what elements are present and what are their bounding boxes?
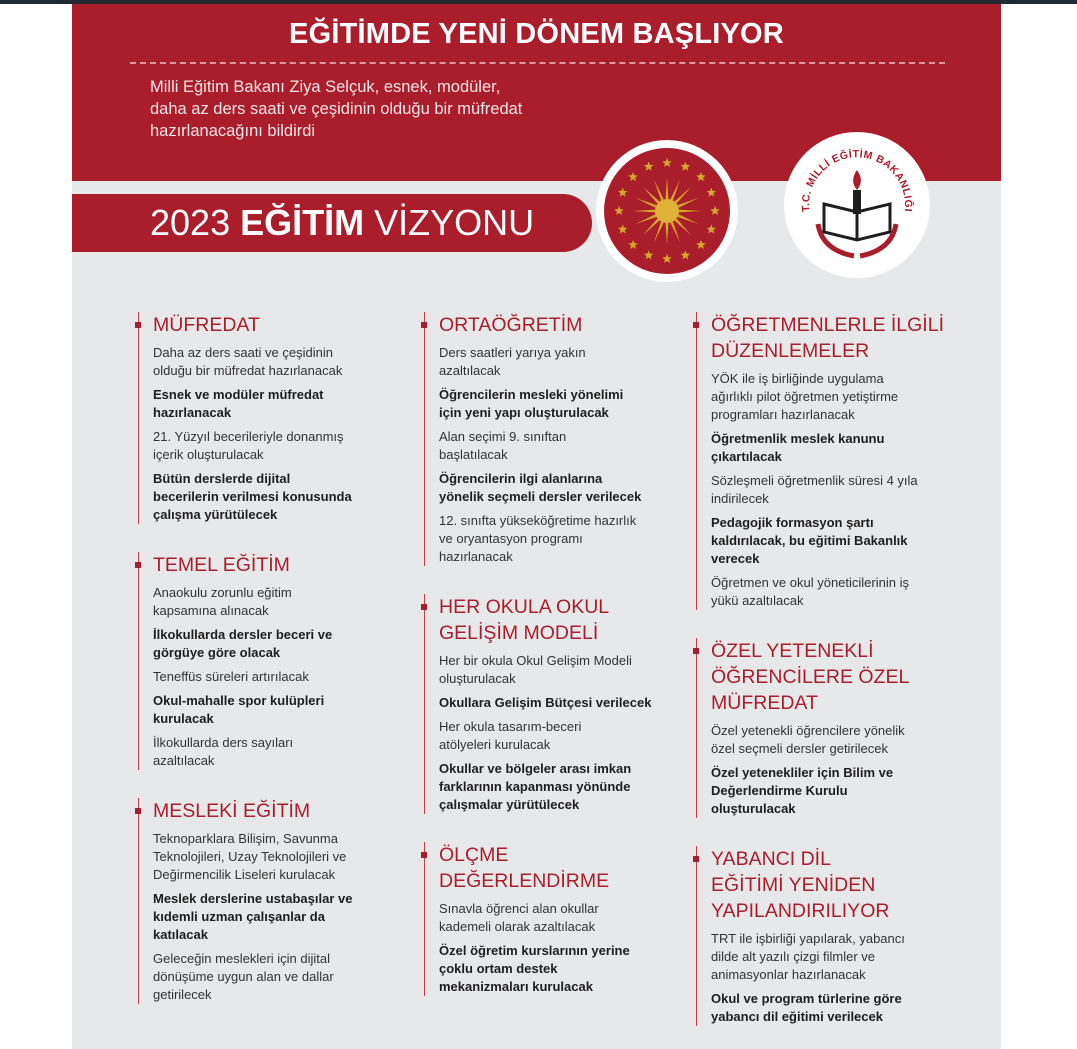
bullet-line: Meslek derslerine ustabaşılar ve xyxy=(153,891,353,906)
bullet-item xyxy=(153,692,378,728)
bullet-line: farklarının kapanması yönünde xyxy=(439,779,631,794)
bullet-item xyxy=(153,668,378,686)
bullet-line: programları hazırlanacak xyxy=(711,407,855,422)
section-title xyxy=(439,842,664,894)
section-her-okula-okul-gelisim-modeli xyxy=(424,594,664,814)
bullet-item xyxy=(439,652,664,688)
bullet-line: çalışmalar yürütülecek xyxy=(439,797,580,812)
bullet-line: İlkokullarda dersler beceri ve xyxy=(153,627,333,642)
bullet-line: Değirmencilik Liseleri kurulacak xyxy=(153,867,336,882)
bullet-item xyxy=(153,626,378,662)
bullet-line: 12. sınıfta yükseköğretime hazırlık xyxy=(439,513,637,528)
bullet-item xyxy=(439,942,664,996)
bullet-line: Ders saatleri yarıya yakın xyxy=(439,345,586,360)
bullet-item xyxy=(439,694,664,712)
bullet-item xyxy=(711,514,936,568)
bullet-line: Sözleşmeli öğretmenlik süresi 4 yıla xyxy=(711,473,918,488)
section-title xyxy=(153,312,378,338)
bullet-line: Pedagojik formasyon şartı xyxy=(711,515,874,530)
bullet-line: ağırlıklı pilot öğretmen yetiştirme xyxy=(711,389,899,404)
bullet-line: oluşturulacak xyxy=(439,671,516,686)
bullet-item xyxy=(439,428,664,464)
bullet-line: Daha az ders saati ve çeşidinin xyxy=(153,345,333,360)
bullet-item xyxy=(153,890,378,944)
bullet-item xyxy=(439,900,664,936)
column-left xyxy=(138,312,378,1032)
vision-year: 2023 xyxy=(150,202,231,243)
bullet-line: dönüşüme uygun alan ve dallar xyxy=(153,969,334,984)
bullet-item xyxy=(153,830,378,884)
bullet-item xyxy=(711,990,936,1026)
bullet-line: Anaokulu zorunlu eğitim xyxy=(153,585,292,600)
bullet-line: içerik oluşturulacak xyxy=(153,447,264,462)
bullet-line: çoklu ortam destek xyxy=(439,961,558,976)
bullet-line: Özel yetenekli öğrencilere yönelik xyxy=(711,723,905,738)
bullet-line: yabancı dil eğitimi verilecek xyxy=(711,1009,883,1024)
section-title-line: ÖĞRENCİLERE ÖZEL xyxy=(711,666,910,688)
section-title-line: EĞİTİMİ YENİDEN xyxy=(711,874,876,896)
section-title-line: YABANCI DİL xyxy=(711,848,831,870)
bullet-line: Okul-mahalle spor kulüpleri xyxy=(153,693,325,708)
bullet-line: Esnek ve modüler müfredat xyxy=(153,387,324,402)
bullet-line: Öğretmen ve okul yöneticilerinin iş xyxy=(711,575,909,590)
vision-rest: VİZYONU xyxy=(374,202,535,243)
bullet-line: olduğu bir müfredat hazırlanacak xyxy=(153,363,343,378)
bullet-line: 21. Yüzyıl becerileriyle donanmış xyxy=(153,429,344,444)
section-title xyxy=(153,798,378,824)
section-title-line: ÖLÇME xyxy=(439,844,509,866)
section-title-line: ORTAÖĞRETİM xyxy=(439,314,583,336)
bullet-item xyxy=(153,584,378,620)
section-title xyxy=(711,846,936,924)
bullet-item xyxy=(153,734,378,770)
bullet-line: dilde alt yazılı çizgi filmler ve xyxy=(711,949,875,964)
bullet-item xyxy=(711,722,936,758)
infographic-card xyxy=(72,4,1001,1049)
bullet-line: Alan seçimi 9. sınıftan xyxy=(439,429,567,444)
bullet-line: kurulacak xyxy=(153,711,214,726)
intro-line: Milli Eğitim Bakanı Ziya Selçuk, esnek, modüler, xyxy=(150,78,501,96)
bullet-line: Teknoparklara Bilişim, Savunma xyxy=(153,831,338,846)
bullet-item xyxy=(153,386,378,422)
section-title-line: ÖZEL YETENEKLİ xyxy=(711,640,874,662)
page-title: EĞİTİMDE YENİ DÖNEM BAŞLIYOR xyxy=(289,18,784,50)
section-title-line: DEĞERLENDİRME xyxy=(439,870,610,892)
vision-bold: EĞİTİM xyxy=(240,202,365,243)
section-ozel-yetenekli-ogrencilere-ozel-mufredat xyxy=(696,638,936,818)
intro-line: daha az ders saati ve çeşidinin olduğu bir müfredat xyxy=(150,100,523,118)
bullet-line: getirilecek xyxy=(153,987,212,1002)
bullet-line: oluşturulacak xyxy=(711,801,796,816)
bullet-item xyxy=(153,470,378,524)
bullet-item xyxy=(153,344,378,380)
intro-line: hazırlanacağını bildirdi xyxy=(150,122,316,140)
bullet-line: Her okula tasarım-beceri xyxy=(439,719,582,734)
dashed-divider xyxy=(130,62,945,64)
bullet-line: Özel öğretim kurslarının yerine xyxy=(439,943,630,958)
bullet-item xyxy=(711,930,936,984)
section-yabanci-dil-egitimi-yeniden-yapilandiriliyor xyxy=(696,846,936,1026)
bullet-line: kapsamına alınacak xyxy=(153,603,269,618)
section-title xyxy=(439,312,664,338)
bullet-line: görgüye göre olacak xyxy=(153,645,281,660)
section-title-line: ÖĞRETMENLERLE İLGİLİ xyxy=(711,314,944,336)
section-title-line: HER OKULA OKUL xyxy=(439,596,610,618)
section-mesleki-egitim xyxy=(138,798,378,1004)
section-title xyxy=(153,552,378,578)
section-title-line: TEMEL EĞİTİM xyxy=(153,554,290,576)
bullet-item xyxy=(439,386,664,422)
bullet-item xyxy=(711,764,936,818)
bullet-line: animasyonlar hazırlanacak xyxy=(711,967,866,982)
bullet-line: YÖK ile iş birliğinde uygulama xyxy=(711,371,884,386)
section-title-line: MÜFREDAT xyxy=(711,692,818,714)
bullet-line: Öğrencilerin ilgi alanlarına xyxy=(439,471,603,486)
bullet-item xyxy=(711,430,936,466)
bullet-line: Teneffüs süreleri artırılacak xyxy=(153,669,309,684)
bullet-line: indirilecek xyxy=(711,491,769,506)
section-ogretmenlerle-ilgili-duzenlemeler xyxy=(696,312,944,610)
bullet-line: için yeni yapı oluşturulacak xyxy=(439,405,609,420)
bullet-line: kaldırılacak, bu eğitimi Bakanlık xyxy=(711,533,908,548)
bullet-item xyxy=(711,370,936,424)
bullet-line: becerilerin verilmesi konusunda xyxy=(153,489,352,504)
bullet-line: kıdemli uzman çalışanlar da xyxy=(153,909,325,924)
bullet-line: azaltılacak xyxy=(439,363,501,378)
ministry-arc-text: T.C. MİLLİ EĞİTİM BAKANLIĞI xyxy=(799,148,915,213)
section-title-line: MÜFREDAT xyxy=(153,314,260,336)
bullet-line: hazırlanacak xyxy=(153,405,232,420)
bullet-item xyxy=(711,574,936,610)
bullet-line: atölyeleri kurulacak xyxy=(439,737,551,752)
section-title-line: MESLEKİ EĞİTİM xyxy=(153,800,311,822)
section-mufredat xyxy=(138,312,378,524)
vision-banner xyxy=(72,194,592,252)
bullet-line: Özel yetenekliler için Bilim ve xyxy=(711,765,894,780)
bullet-line: Değerlendirme Kurulu xyxy=(711,783,848,798)
bullet-line: başlatılacak xyxy=(439,447,508,462)
bullet-line: Okul ve program türlerine göre xyxy=(711,991,902,1006)
section-title-line: YAPILANDIRILIYOR xyxy=(711,900,890,922)
section-title xyxy=(711,312,944,364)
bullet-line: katılacak xyxy=(153,927,208,942)
section-temel-egitim xyxy=(138,552,378,770)
bullet-line: özel seçmeli dersler getirilecek xyxy=(711,741,889,756)
bullet-line: çalışma yürütülecek xyxy=(153,507,278,522)
bullet-line: verecek xyxy=(711,551,760,566)
bullet-item xyxy=(439,718,664,754)
bullet-item xyxy=(439,512,664,566)
bullet-line: Öğrencilerin mesleki yönelimi xyxy=(439,387,624,402)
bullet-line: Okullar ve bölgeler arası imkan xyxy=(439,761,632,776)
bullet-line: Okullara Gelişim Bütçesi verilecek xyxy=(439,695,652,710)
bullet-item xyxy=(153,950,378,1004)
bullet-item xyxy=(439,760,664,814)
section-title xyxy=(711,638,936,716)
bullet-line: TRT ile işbirliği yapılarak, yabancı xyxy=(711,931,905,946)
section-title-line: GELİŞİM MODELİ xyxy=(439,622,599,644)
section-title-line: DÜZENLEMELER xyxy=(711,340,870,362)
section-ortaogretim xyxy=(424,312,664,566)
bullet-line: yükü azaltılacak xyxy=(711,593,804,608)
bullet-line: Bütün derslerde dijital xyxy=(153,471,291,486)
bullet-line: kademeli olarak azaltılacak xyxy=(439,919,596,934)
column-middle xyxy=(424,312,664,1024)
section-title xyxy=(439,594,664,646)
bullet-line: ve oryantasyon programı xyxy=(439,531,583,546)
section-olcme-degerlendirme xyxy=(424,842,664,996)
bullet-line: Teknolojileri, Uzay Teknolojileri ve xyxy=(153,849,347,864)
bullet-line: Öğretmenlik meslek kanunu xyxy=(711,431,885,446)
vision-title xyxy=(150,202,534,244)
column-right xyxy=(696,312,944,1049)
bullet-line: mekanizmaları kurulacak xyxy=(439,979,593,994)
bullet-item xyxy=(439,470,664,506)
bullet-item xyxy=(711,472,936,508)
bullet-line: Geleceğin meslekleri için dijital xyxy=(153,951,331,966)
bullet-line: İlkokullarda ders sayıları xyxy=(153,735,294,750)
bullet-line: azaltılacak xyxy=(153,753,215,768)
bullet-line: Sınavla öğrenci alan okullar xyxy=(439,901,599,916)
bullet-line: çıkartılacak xyxy=(711,449,782,464)
bullet-item xyxy=(153,428,378,464)
intro-text xyxy=(150,76,580,142)
bullet-line: Her bir okula Okul Gelişim Modeli xyxy=(439,653,632,668)
bullet-line: hazırlanacak xyxy=(439,549,513,564)
bullet-line: yönelik seçmeli dersler verilecek xyxy=(439,489,642,504)
bullet-item xyxy=(439,344,664,380)
ministry-logo-icon xyxy=(784,132,930,278)
presidential-seal-icon xyxy=(596,140,738,282)
